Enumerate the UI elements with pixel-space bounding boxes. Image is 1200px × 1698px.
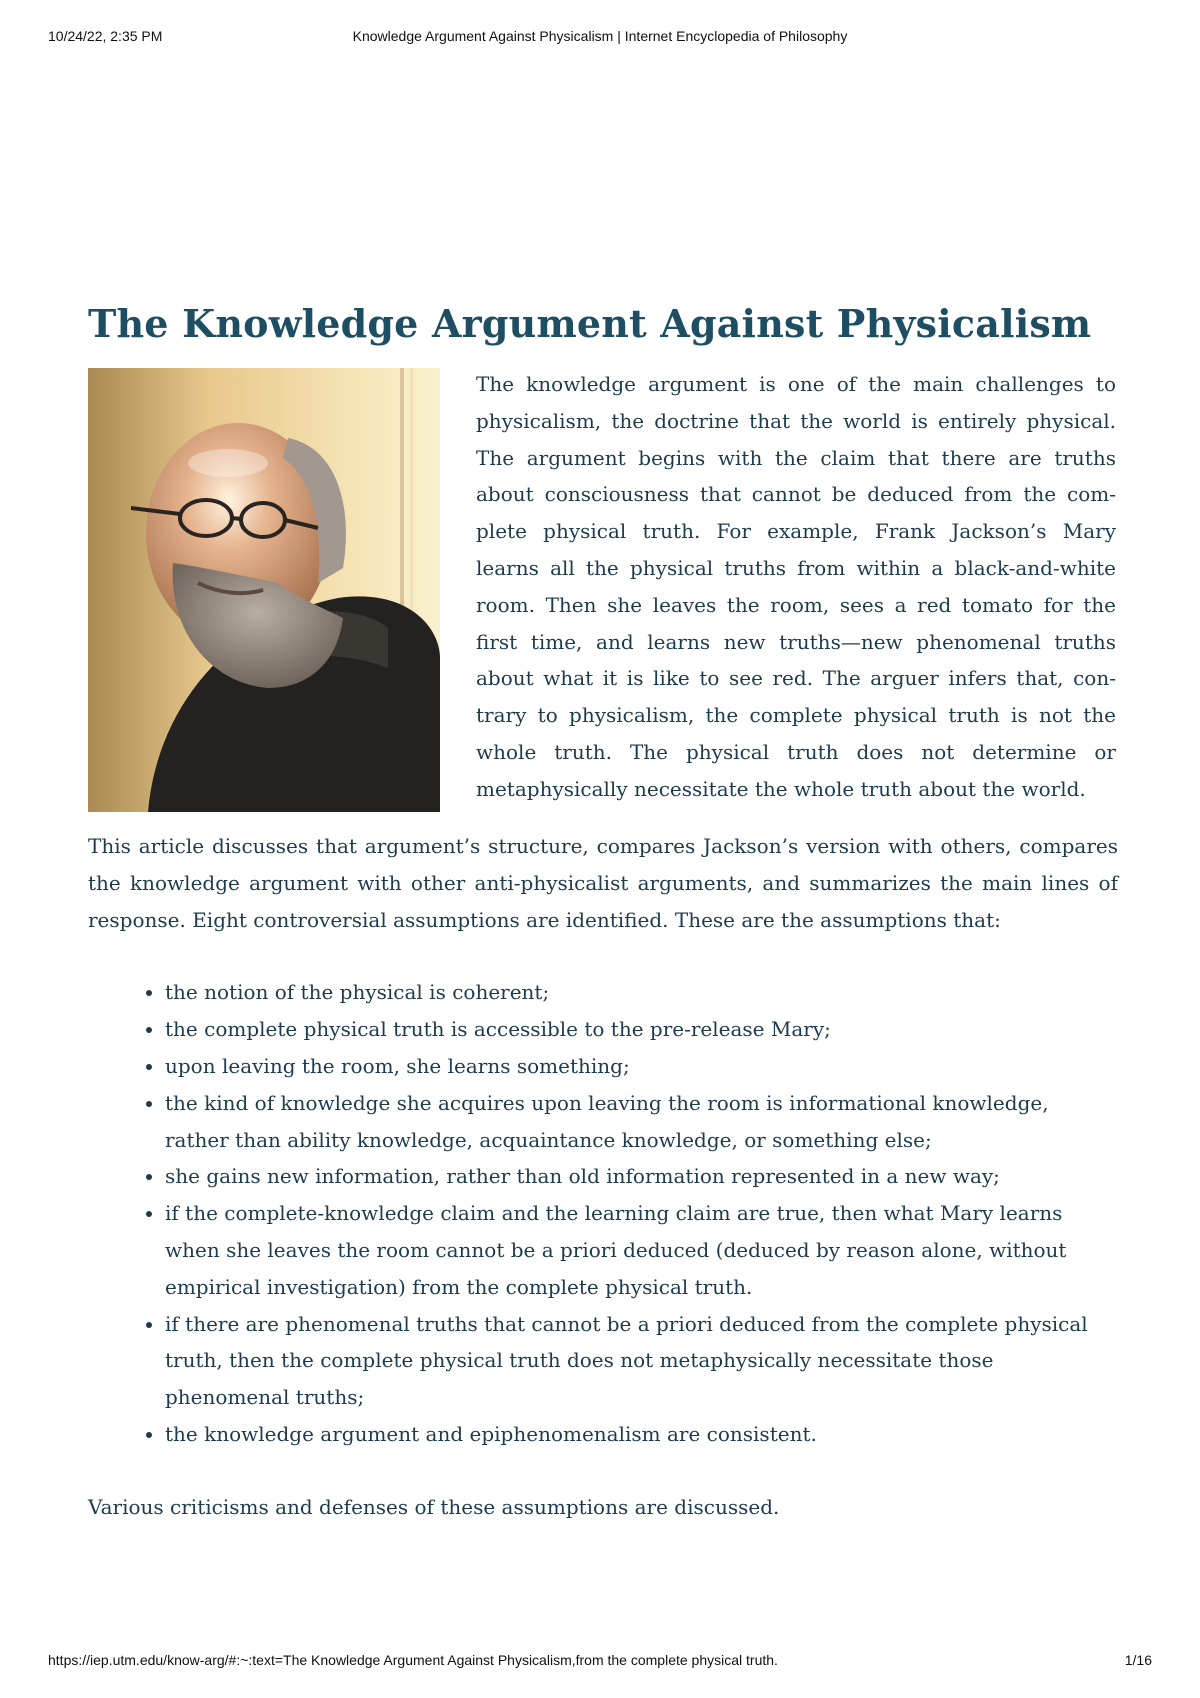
summary-paragraph: This article discusses that argument’s structure, compares Jackson’s version with others, compares the knowledge argument with other anti-physicalist arguments, and summarizes the main lines of response. Eight controversial assumptions are identified. These are the assumptions that: (88, 834, 1118, 932)
list-item: • upon leaving the room, she learns something; (165, 1048, 1118, 1085)
list-item: • the kind of knowledge she acquires upon leaving the room is informational knowledge, rather than ability knowledge, acquaintance knowledge, or something else; (165, 1085, 1118, 1159)
print-header (48, 28, 1152, 48)
page-number: 1/16 (1124, 1652, 1152, 1668)
list-item: • the knowledge argument and epiphenomenalism are consistent. (165, 1416, 1118, 1453)
list-item: • she gains new information, rather than old information represented in a new way; (165, 1158, 1118, 1195)
print-url: https://iep.utm.edu/know-arg/#:~:text=The Knowledge Argument Against Physicalism,from the complete physical truth. (48, 1652, 778, 1668)
portrait-photo (88, 368, 440, 812)
assumptions-list (88, 974, 1118, 1452)
list-item: • the complete physical truth is accessible to the pre-release Mary; (165, 1011, 1118, 1048)
closing-paragraph: Various criticisms and defenses of these assumptions are discussed. (88, 1494, 780, 1519)
print-footer (48, 1652, 1152, 1672)
intro-paragraph: The knowledge argument is one of the main challenges to physicalism, the doctrine that the world is entirely physical. The argument begins with the claim that there are truths about consciousness that cannot be deduced from the complete physical truth. For example, Frank Jackson’s Mary learns all the physical truths from within a black-and-white room. Then she leaves the room, sees a red tomato for the first time, and learns new truths—new phenomenal truths about what it is like to see red. The arguer infers that, contrary to physicalism, the complete physical truth is not the whole truth. The physical truth does not determine or metaphysically necessitate the whole truth about the world. (476, 372, 1116, 801)
list-item: • if the complete-knowledge claim and the learning claim are true, then what Mary learns when she leaves the room cannot be a priori deduced (deduced by reason alone, without empirical investigation) from the complete physical truth. (165, 1195, 1118, 1305)
print-date: 10/24/22, 2:35 PM (48, 28, 163, 44)
print-page-title: Knowledge Argument Against Physicalism | Internet Encyclopedia of Philosophy (352, 28, 848, 44)
list-item: • the notion of the physical is coherent; (165, 974, 1118, 1011)
list-item: • if there are phenomenal truths that cannot be a priori deduced from the complete physical truth, then the complete physical truth does not metaphysically necessitate those phenomenal truths; (165, 1306, 1118, 1416)
article-title: The Knowledge Argument Against Physicalism (88, 301, 1092, 346)
article (88, 300, 1118, 1526)
intro-section (88, 368, 1118, 818)
